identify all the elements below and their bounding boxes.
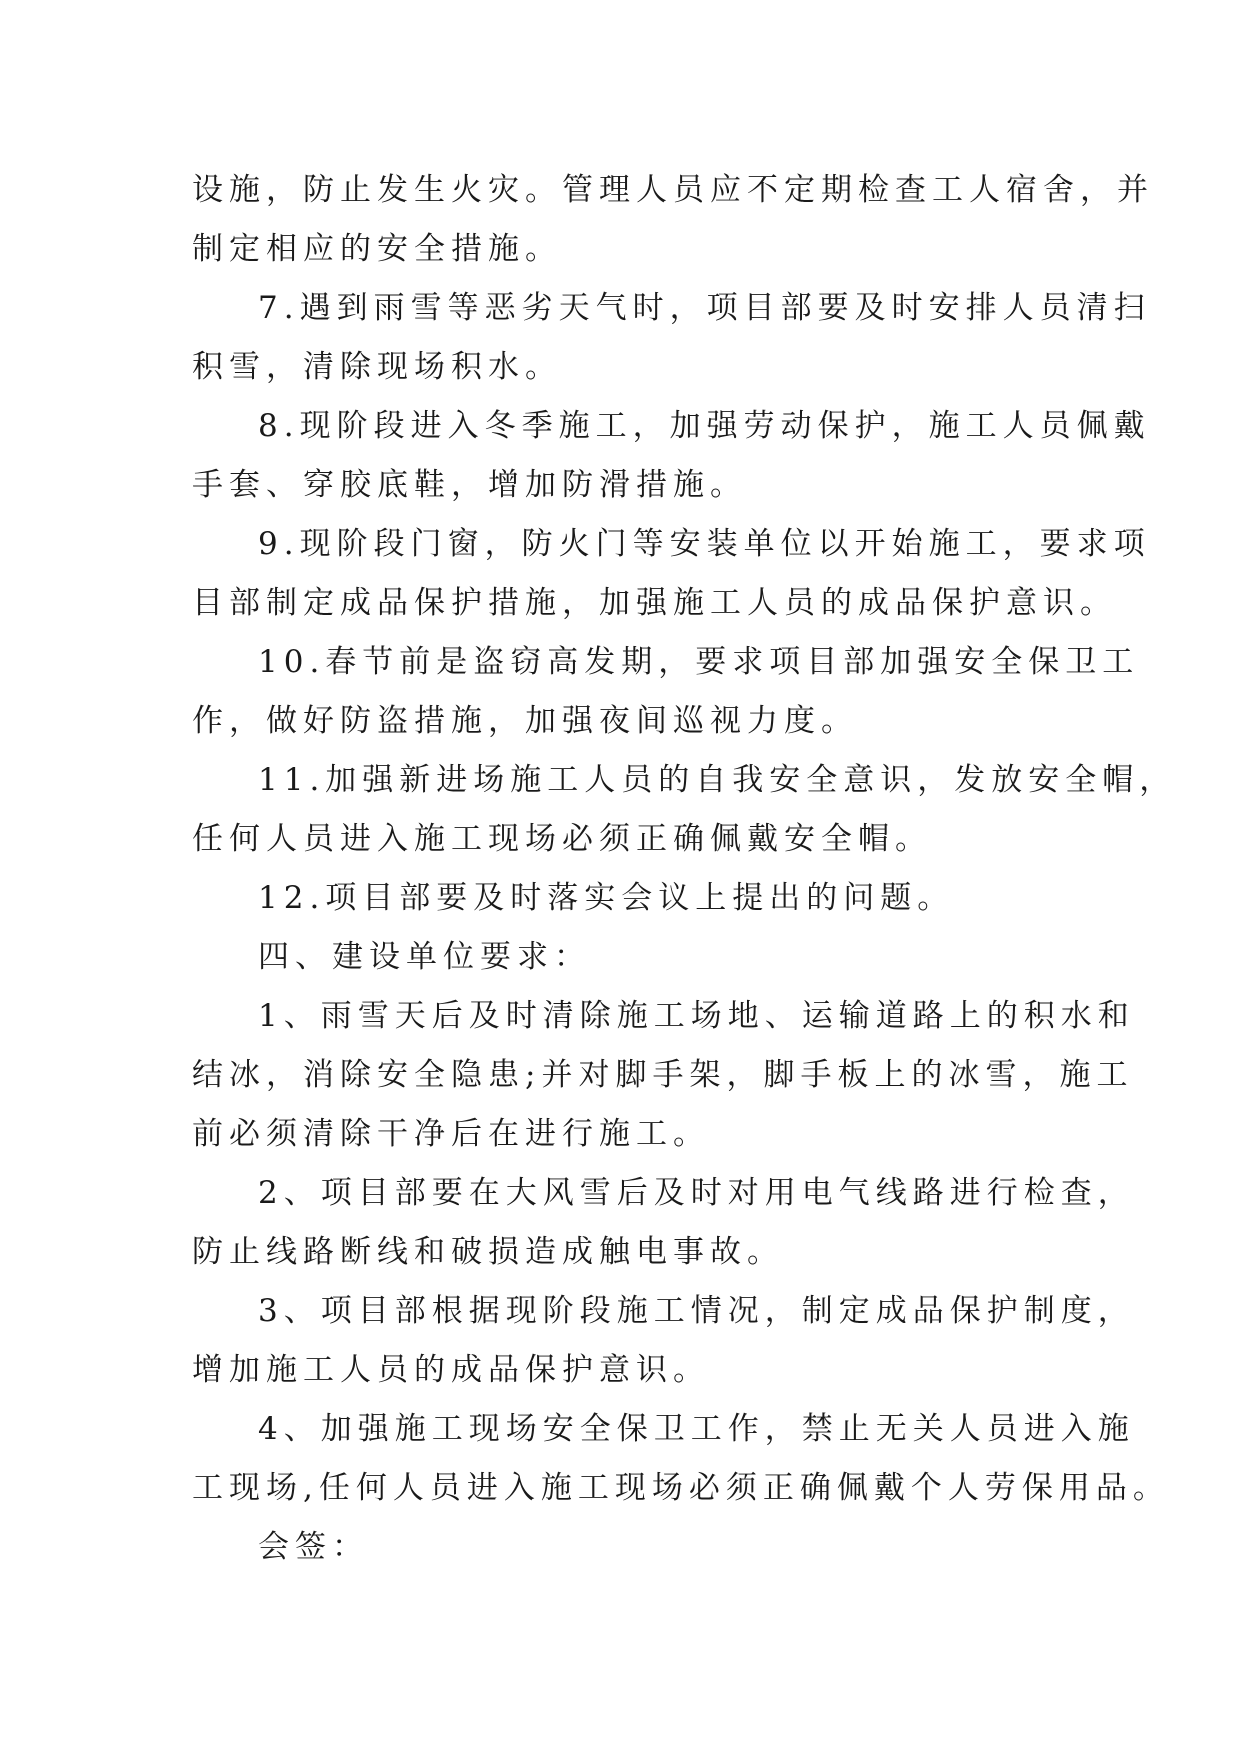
text-line: 2、项目部要在大风雪后及时对用电气线路进行检查，	[258, 1175, 1135, 1211]
text-line: 积雪，清除现场积水。	[192, 349, 562, 385]
text-line: 制定相应的安全措施。	[192, 231, 562, 267]
text-line: 7.遇到雨雪等恶劣天气时，项目部要及时安排人员清扫	[258, 290, 1151, 326]
text-line: 防止线路断线和破损造成触电事故。	[192, 1234, 784, 1270]
text-line: 任何人员进入施工现场必须正确佩戴安全帽。	[192, 821, 932, 857]
text-line: 手套、穿胶底鞋，增加防滑措施。	[192, 467, 747, 503]
text-line: 会签：	[258, 1529, 369, 1565]
text-line: 12.项目部要及时落实会议上提出的问题。	[258, 880, 955, 916]
text-line: 3、项目部根据现阶段施工情况，制定成品保护制度，	[258, 1293, 1135, 1329]
text-line: 10.春节前是盗窃高发期，要求项目部加强安全保卫工	[258, 644, 1140, 680]
text-line: 8.现阶段进入冬季施工，加强劳动保护，施工人员佩戴	[258, 408, 1151, 444]
text-line: 设施，防止发生火灾。管理人员应不定期检查工人宿舍，并	[192, 172, 1154, 208]
text-line: 四、建设单位要求：	[258, 939, 591, 975]
text-line: 作，做好防盗措施，加强夜间巡视力度。	[192, 703, 858, 739]
text-line: 结冰，消除安全隐患;并对脚手架，脚手板上的冰雪，施工	[192, 1057, 1134, 1093]
text-line: 前必须清除干净后在进行施工。	[192, 1116, 710, 1152]
text-line: 工现场,任何人员进入施工现场必须正确佩戴个人劳保用品。	[192, 1470, 1170, 1506]
text-line: 增加施工人员的成品保护意识。	[192, 1352, 710, 1388]
text-line: 9.现阶段门窗，防火门等安装单位以开始施工，要求项	[258, 526, 1151, 562]
text-line: 1、雨雪天后及时清除施工场地、运输道路上的积水和	[258, 998, 1135, 1034]
text-line: 11.加强新进场施工人员的自我安全意识，发放安全帽，	[258, 762, 1177, 798]
text-line: 目部制定成品保护措施，加强施工人员的成品保护意识。	[192, 585, 1117, 621]
text-line: 4、加强施工现场安全保卫工作，禁止无关人员进入施	[258, 1411, 1135, 1447]
document-body	[192, 161, 1177, 1577]
